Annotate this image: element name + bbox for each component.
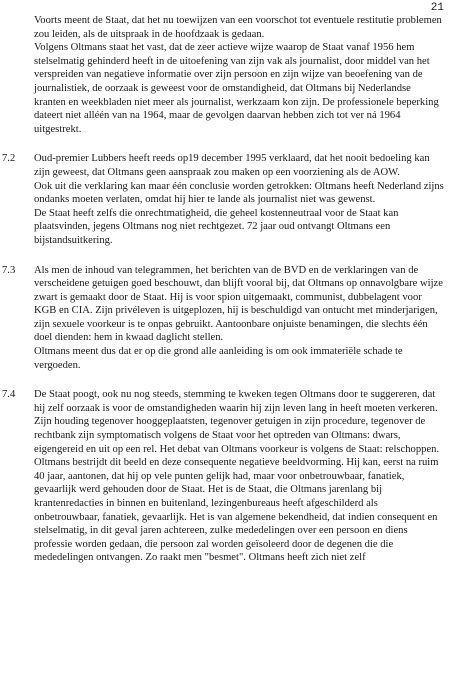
section-body	[34, 388, 444, 565]
paragraph: Oltmans meent dus dat er op die grond alle aanleiding is om ook immateriële schade te vergoeden.	[34, 346, 403, 371]
paragraph: Als men de inhoud van telegrammen, het berichten van de BVD en de verklaringen van de verscheidene getuigen goed beschouwt, dan blijft vooral bij, dat Oltmans op onnavolgbare wijze zwart is gemaakt door de Staat. Hij is voor spion uitgemaakt, communist, dubbelagent voor KGB en CIA. Zijn privéleven is uitgeplozen, hij is beschuldigd van ontucht met minderjarigen, zijn sexuele voorkeur is te onpas gebruikt. Aantoonbare onjuiste benamingen, die slechts één doel dienden: hem in kwaad daglicht stellen.	[34, 264, 443, 344]
page-number: 21	[430, 2, 444, 14]
section-7-3	[0, 264, 450, 373]
paragraph: De Staat poogt, ook nu nog steeds, stemming te kweken tegen Oltmans door te suggereren, dat hij zelf oorzaak is voor de omstandigheden waarin hij zijn leven lang in heeft moeten verkeren. Zijn houding tegenover hooggeplaatsten, tegenover getuigen in zijn procedure, tegenover de rechtbank zijn symptomatisch volgens de Staat voor het optreden van Oltmans: dwars, eigengereid en uit op een rel. Het debat van Oltmans voorkeur is volgens de Staat: relschoppen.	[34, 389, 440, 455]
section-body	[34, 264, 444, 373]
paragraph: Voorts meent de Staat, dat het nu toewijzen van een voorschot tot eventuele restitutie problemen zou leiden, als de uitspraak in de hoofdzaak is gedaan.	[34, 15, 442, 40]
section-body	[34, 152, 444, 247]
section-7-2	[0, 152, 450, 247]
section-number: 7.4	[2, 389, 16, 401]
document-body	[0, 14, 450, 581]
section-body	[34, 14, 444, 136]
section-7-4	[0, 388, 450, 565]
section-intro	[0, 14, 450, 136]
paragraph: Ook uit die verklaring kan maar één conclusie worden getrokken: Oltmans heeft Nederland zijns ondanks moeten verlaten, omdat hij hier te lande als journalist niet was gewenst.	[34, 180, 444, 206]
paragraph: Volgens Oltmans staat het vast, dat de zeer actieve wijze waarop de Staat vanaf 1956 hem stelselmatig gehinderd heeft in de uitoefening van zijn vak als journalist, door middel van het verspreiden van negatieve informatie over zijn persoon en zijn wijze van beoefening van de journalistiek, de oorzaak is geweest voor de omstandigheid, dat Oltmans bij Nederlandse kranten en weekbladen niet meer als journalist, werkzaam kon zijn. De professionele beperking dateert niet alléén van na 1964, maar de gevolgen daarvan hebben zich tot ver ná 1964 uitgestrekt.	[34, 42, 439, 135]
paragraph: De Staat heeft zelfs die onrechtmatigheid, die geheel kostenneutraal voor de Staat kan plaatsvinden, jegens Oltmans nog niet rechtgezet. 72 jaar oud ontvangt Oltmans een bijstandsuitkering.	[34, 207, 399, 246]
section-number: 7.3	[2, 264, 16, 276]
paragraph: Oltmans bestrijdt dit beeld en deze consequente negatieve beeldvorming. Hij kan, eerst na ruim 40 jaar, aantonen, dat hij op vele punten gelijk had, maar voor onbetrouwbaar, fanatiek, gevaarlijk werd gehouden door de Staat. Het is de Staat, die Oltmans jarenlang bij krantenredacties in binnen en buitenland, lezingenbureaus heeft afgeschilderd als onbetrouwbaar, fanatiek, gevaarlijk. Het is van algemene bekendheid, dat indien consequent en stelselmatig, in dit geval jaren achtereen, zulke mededelingen over een persoon en diens professie worden gedaan, die persoon zal worden geïsoleerd door de degenen die die mededelingen ontvangen. Zo raakt men "besmet". Oltmans heeft zich niet zelf	[34, 457, 439, 564]
section-number: 7.2	[2, 153, 16, 165]
paragraph: Oud-premier Lubbers heeft reeds op19 december 1995 verklaard, dat het nooit bedoeling kan zijn geweest, dat Oltmans geen aanspraak zou maken op een voorziening als de AOW.	[34, 153, 430, 178]
